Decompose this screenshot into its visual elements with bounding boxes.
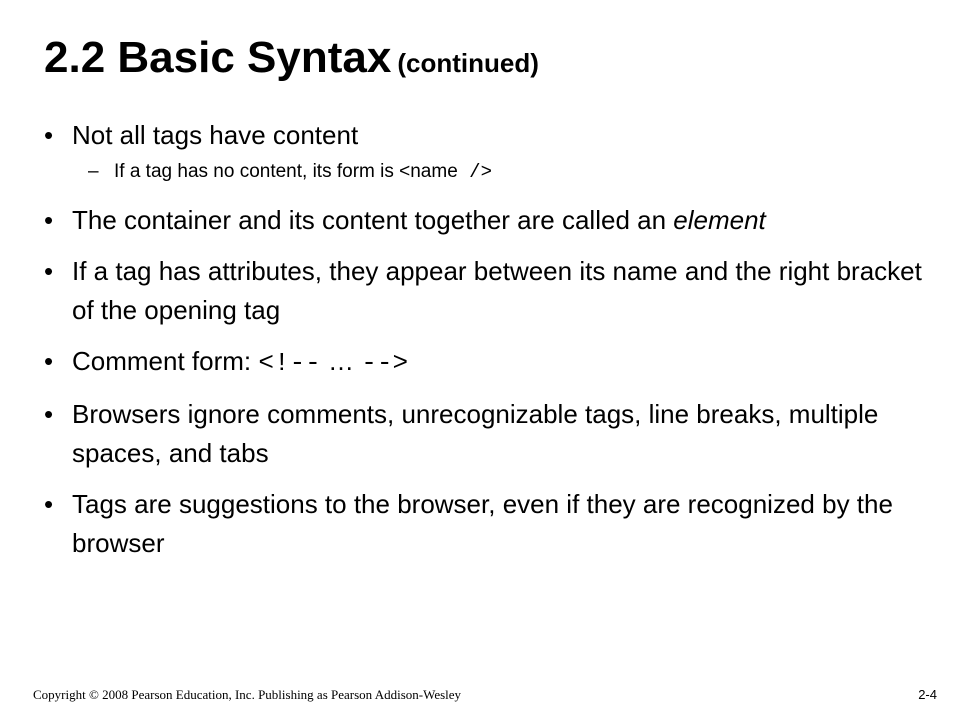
- bullet-item: [44, 395, 944, 473]
- comment-ellipsis: …: [320, 346, 362, 376]
- bullet-text: The container and its content together are called an: [72, 205, 674, 235]
- bullet-emphasis: element: [673, 205, 766, 235]
- bullet-dot-icon: •: [44, 399, 54, 429]
- copyright-footer: Copyright © 2008 Pearson Education, Inc. Publishing as Pearson Addison-Wesley: [33, 687, 462, 702]
- bullet-dot-icon: •: [44, 489, 54, 519]
- bullet-dot-icon: •: [44, 120, 54, 150]
- bullet-text: If a tag has attributes, they appear between its name and the right bracket of the opening tag: [72, 256, 922, 325]
- bullet-item: [44, 485, 944, 563]
- sub-bullet-text: If a tag has no content, its form is: [114, 161, 400, 182]
- bullet-dot-icon: •: [44, 256, 54, 286]
- bullet-item: [44, 252, 944, 330]
- bullet-text: Comment form:: [72, 346, 259, 376]
- bullet-list: [44, 116, 944, 575]
- slide-title-main: 2.2 Basic Syntax: [44, 33, 392, 82]
- bullet-dot-icon: •: [44, 346, 54, 376]
- slide-title-suffix: (continued): [397, 48, 539, 78]
- bullet-dot-icon: •: [44, 205, 54, 235]
- comment-open-code: <!--: [258, 348, 321, 378]
- slide-title: [44, 33, 539, 82]
- bullet-item: [44, 201, 944, 240]
- sub-bullet-item: [44, 157, 944, 187]
- page-number: 2-4: [918, 687, 937, 702]
- bullet-text: Tags are suggestions to the browser, even if they are recognized by the browser: [72, 489, 893, 558]
- sub-bullet-code-open: <name: [399, 161, 458, 182]
- bullet-item: [44, 342, 944, 383]
- bullet-text: Not all tags have content: [72, 120, 359, 150]
- comment-close-code: -->: [361, 348, 409, 378]
- dash-icon: –: [88, 161, 99, 182]
- bullet-item: [44, 116, 944, 155]
- sub-bullet-code-close: />: [457, 161, 492, 183]
- bullet-text: Browsers ignore comments, unrecognizable tags, line breaks, multiple spaces, and tabs: [72, 399, 879, 468]
